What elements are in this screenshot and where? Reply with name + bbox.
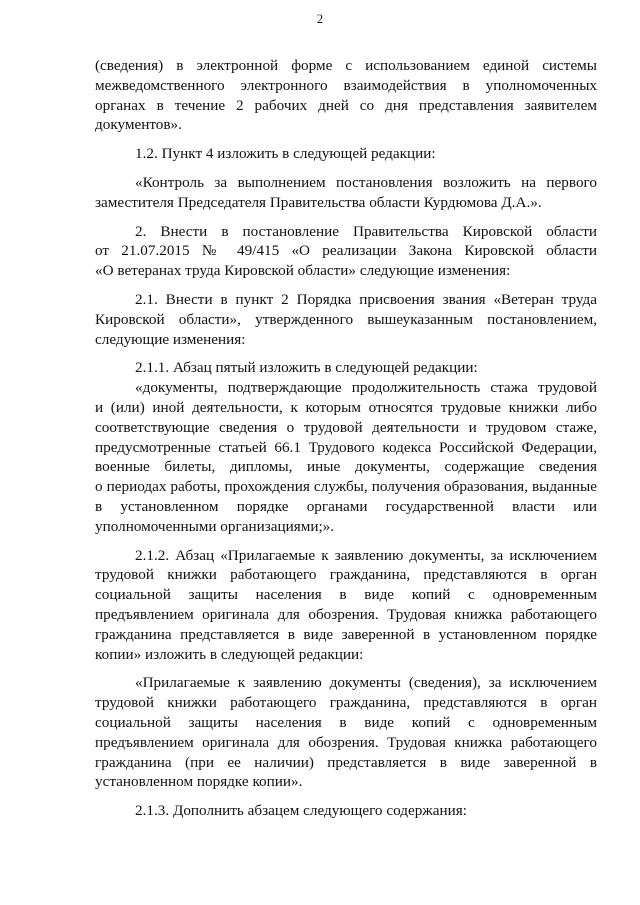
text-line: социальной защиты населения в виде копий с одновременным (95, 586, 597, 604)
text-line: о периодах работы, прохождения службы, получения образования, выданные (95, 478, 597, 496)
paragraph-gap (95, 349, 597, 358)
text-line: 2.1.3. Дополнить абзацем следующего содержания: (135, 802, 467, 820)
text-line: установленном порядке копии». (95, 773, 303, 791)
text-line: (сведения) в электронной форме с использованием единой системы (95, 57, 597, 74)
text-line: соответствующие сведения о трудовой деятельности и трудовом стаже, (95, 418, 597, 436)
text-line: предусмотренные статьей 66.1 Трудового кодекса Российской Федерации, (95, 438, 597, 456)
text-line: заместителя Председателя Правительства области Курдюмова Д.А.». (95, 193, 542, 211)
paragraph-gap (95, 164, 597, 173)
text-line: «О ветеранах труда Кировской области» следующие изменения: (95, 262, 511, 280)
text-line: гражданина (при ее наличии) представляется в виде заверенной в (95, 753, 597, 771)
text-line: уполномоченными организациями;». (95, 517, 335, 535)
text-line: Кировской области», утвержденного вышеуказанным постановлением, (95, 310, 597, 328)
text-line: военные билеты, дипломы, иные документы, содержащие сведения (95, 458, 597, 476)
text-line: межведомственного электронного взаимодействия в уполномоченных (95, 76, 597, 94)
text-line: гражданина представляется в виде заверенной в установленном порядке (95, 625, 597, 643)
text-line: предъявлением оригинала для обозрения. Трудовая книжка работающего (95, 733, 597, 751)
text-line: органах в течение 2 рабочих дней со дня представления заявителем (95, 96, 597, 114)
text-line: 2.1. Внести в пункт 2 Порядка присвоения звания «Ветеран труда (135, 290, 597, 308)
text-line: трудовой книжки работающего гражданина, представляются в орган (95, 694, 597, 712)
text-line: в установленном порядке органами государственной власти или (95, 497, 597, 515)
text-line: «Прилагаемые к заявлению документы (сведения), за исключением (135, 674, 597, 692)
text-line: 2.1.1. Абзац пятый изложить в следующей редакции: (135, 359, 478, 377)
page-number: 2 (316, 12, 324, 26)
paragraph-gap (95, 664, 597, 673)
text-line: и (или) иной деятельности, к которым относятся трудовые книжки либо (95, 398, 597, 416)
text-line: социальной защиты населения в виде копий с одновременным (95, 713, 597, 731)
text-line: «Контроль за выполнением постановления возложить на первого (135, 173, 597, 191)
text-line: трудовой книжки работающего гражданина, представляются в орган (95, 566, 597, 584)
text-line: копии» изложить в следующей редакции: (95, 645, 364, 663)
text-line: «документы, подтверждающие продолжительность стажа трудовой (135, 379, 597, 397)
text-line: документов». (95, 116, 182, 134)
text-line: следующие изменения: (95, 330, 246, 348)
paragraph-gap (95, 135, 597, 144)
text-line: 2.1.2. Абзац «Прилагаемые к заявлению документы, за исключением (135, 546, 597, 564)
text-line: предъявлением оригинала для обозрения. Трудовая книжка работающего (95, 605, 597, 623)
text-line: 2. Внести в постановление Правительства Кировской области (135, 222, 597, 240)
paragraph-gap (95, 537, 597, 546)
text-line: 1.2. Пункт 4 изложить в следующей редакции: (135, 145, 436, 163)
paragraph-gap (95, 213, 597, 222)
document-body (95, 56, 597, 821)
paragraph-gap (95, 792, 597, 801)
text-line: от 21.07.2015 № 49/415 «О реализации Закона Кировской области (95, 242, 597, 260)
paragraph-gap (95, 281, 597, 290)
